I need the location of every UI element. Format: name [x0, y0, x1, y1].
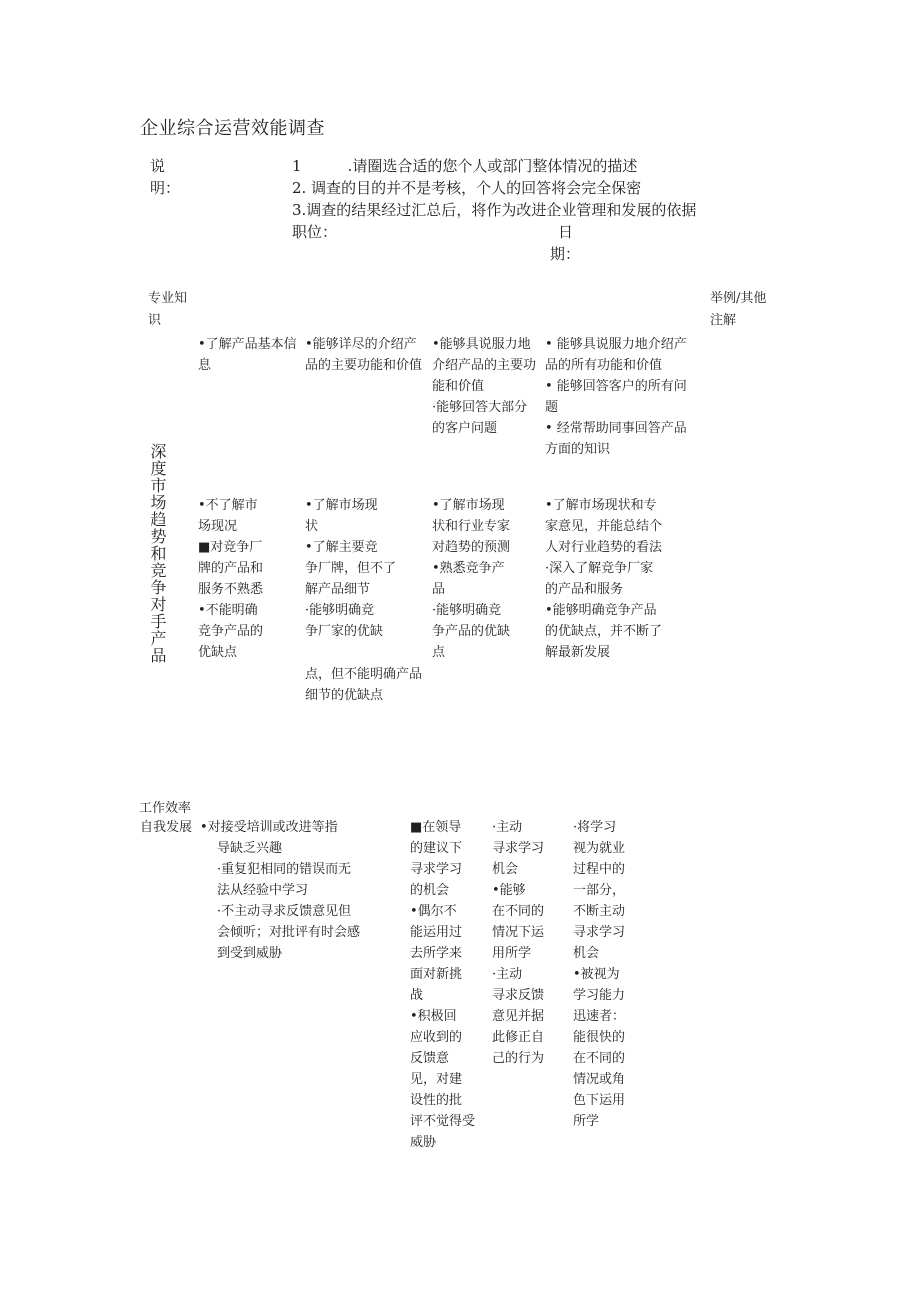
- text-line: 介绍产品的主要功: [432, 358, 537, 373]
- text-line: 寻求学习: [410, 862, 463, 877]
- text-line: 品的所有功能和价值: [545, 358, 663, 373]
- header-line: 注解: [710, 313, 737, 328]
- text-line: ■对竞争厂: [198, 540, 263, 555]
- text-line: • 能够回答客户的所有问: [545, 379, 687, 394]
- text-line: 设性的批: [410, 1093, 463, 1108]
- text-line: 用所学: [492, 946, 532, 961]
- text-line: ·主动: [492, 820, 523, 835]
- text-line: 法从经验中学习: [217, 883, 309, 898]
- text-line: 对趋势的预测: [432, 540, 511, 555]
- text-line: 的优缺点，并不断了: [545, 624, 663, 639]
- instruction-text: .请圈选合适的您个人或部门整体情况的描述: [347, 157, 638, 175]
- market-side-label: 深度市场趋势和竞争对手产品: [148, 443, 167, 664]
- text-line: 威胁: [410, 1135, 437, 1150]
- text-line: 在不同的: [573, 1051, 626, 1066]
- text-line: •了解市场现: [305, 498, 378, 513]
- date-label: [550, 221, 580, 265]
- text-line: 场现况: [198, 519, 238, 534]
- text-line: 视为就业: [573, 841, 626, 856]
- text-line: 不断主动: [573, 904, 626, 919]
- notes-header: [710, 288, 766, 332]
- text-line: ·主动: [492, 967, 523, 982]
- header-line: 专业知: [148, 291, 188, 306]
- text-line: 寻求学习: [492, 841, 545, 856]
- instruction-number: 1: [292, 157, 302, 175]
- text-line: •被视为: [573, 967, 620, 982]
- page-title: 企业综合运营效能调查: [140, 118, 325, 139]
- text-line: •不了解市: [198, 498, 258, 513]
- text-line: 能和价值: [432, 379, 485, 394]
- text-line: •熟悉竞争产: [432, 561, 505, 576]
- text-line: 机会: [573, 946, 600, 961]
- text-line: •了解市场现: [432, 498, 505, 513]
- date-label-line: 期：: [550, 245, 581, 263]
- instruction-line-1: [292, 155, 696, 177]
- text-line: 品的主要功能和价值: [305, 358, 423, 373]
- product-knowledge-level-1: [198, 334, 297, 376]
- intro-instructions: [292, 155, 696, 243]
- market-level-2-continued: [305, 664, 422, 706]
- self-development-level-2: [410, 817, 475, 1153]
- text-line: ·重复犯相同的错误而无: [217, 862, 352, 877]
- text-line: ·将学习: [573, 820, 617, 835]
- text-line: 一部分，: [573, 883, 626, 898]
- text-line: 解最新发展: [545, 645, 611, 660]
- text-line: ·能够明确竞: [432, 603, 502, 618]
- instruction-line-3: 3.调查的结果经过汇总后，将作为改进企业管理和发展的依据: [292, 201, 697, 219]
- text-line: 品: [432, 582, 446, 597]
- text-line: 的建议下: [410, 841, 463, 856]
- text-line: •不能明确: [198, 603, 258, 618]
- market-level-3: [432, 495, 510, 663]
- text-line: 牌的产品和: [198, 561, 264, 576]
- text-line: 方面的知识: [545, 442, 611, 457]
- text-line: 的产品和服务: [545, 582, 624, 597]
- instruction-line-2: 2. 调查的目的并不是考核，个人的回答将会完全保密: [292, 179, 642, 197]
- text-line: 面对新挑: [410, 967, 463, 982]
- intro-label-line: 说: [150, 157, 166, 175]
- text-line: 状和行业专家: [432, 519, 511, 534]
- text-line: 此修正自: [492, 1030, 545, 1045]
- text-line: 见，对建: [410, 1072, 463, 1087]
- text-line: 细节的优缺点: [305, 688, 384, 703]
- text-line: 寻求反馈: [492, 988, 545, 1003]
- text-line: • 经常帮助同事回答产品: [545, 421, 687, 436]
- text-line: 寻求学习: [573, 925, 626, 940]
- text-line: 过程中的: [573, 862, 626, 877]
- text-line: •了解主要竞: [305, 540, 378, 555]
- product-knowledge-level-2: [305, 334, 422, 376]
- self-development-level-3: [492, 817, 544, 1069]
- header-line: 举例/其他: [710, 291, 767, 306]
- text-line: •能够: [492, 883, 526, 898]
- intro-label-line: 明：: [150, 179, 181, 197]
- product-knowledge-level-3: [432, 334, 536, 439]
- text-line: •能够详尽的介绍产: [305, 337, 417, 352]
- text-line: 去所学来: [410, 946, 463, 961]
- text-line: 意见并据: [492, 1009, 545, 1024]
- text-line: 争厂牌，但不了: [305, 561, 397, 576]
- self-development-level-4: [573, 817, 625, 1132]
- text-line: 争产品的优缺: [432, 624, 511, 639]
- text-line: 所学: [573, 1114, 600, 1129]
- text-line: •能够具说服力地: [432, 337, 531, 352]
- knowledge-header: [148, 288, 187, 332]
- text-line: 战: [410, 988, 424, 1003]
- text-line: 应收到的: [410, 1030, 463, 1045]
- text-line: 状: [305, 519, 319, 534]
- text-line: 优缺点: [198, 645, 238, 660]
- market-level-2: [305, 495, 396, 642]
- position-label: 职位：: [292, 223, 338, 241]
- text-line: ·不主动寻求反馈意见但: [217, 904, 352, 919]
- text-line: ·能够回答大部分: [432, 400, 528, 415]
- text-line: 到受到威胁: [217, 946, 283, 961]
- text-line: 服务不熟悉: [198, 582, 264, 597]
- text-line: 机会: [492, 862, 519, 877]
- text-line: 己的行为: [492, 1051, 545, 1066]
- product-knowledge-level-4: [545, 334, 687, 460]
- text-line: ■在领导: [410, 820, 462, 835]
- text-line: 在不同的: [492, 904, 545, 919]
- text-line: 息: [198, 358, 212, 373]
- text-line: 的机会: [410, 883, 450, 898]
- text-line: • 能够具说服力地介绍产: [545, 337, 687, 352]
- text-line: •对接受培训或改进等指: [200, 820, 338, 835]
- self-development-label: 自我发展: [140, 820, 193, 835]
- market-level-1: [198, 495, 263, 663]
- text-line: 点: [432, 645, 446, 660]
- text-line: •偶尔不: [410, 904, 457, 919]
- text-line: 争厂家的优缺: [305, 624, 384, 639]
- text-line: ·深入了解竞争厂家: [545, 561, 654, 576]
- text-line: ·能够明确竞: [305, 603, 375, 618]
- text-line: 点，但不能明确产品: [305, 667, 423, 682]
- text-line: 反馈意: [410, 1051, 450, 1066]
- text-line: 题: [545, 400, 559, 415]
- text-line: 能很快的: [573, 1030, 626, 1045]
- date-label-line: 日: [558, 223, 574, 241]
- text-line: 色下运用: [573, 1093, 626, 1108]
- text-line: 的客户问题: [432, 421, 498, 436]
- text-line: 家意见，并能总结个: [545, 519, 663, 534]
- self-development-level-1: [200, 817, 360, 964]
- text-line: •了解产品基本信: [198, 337, 297, 352]
- text-line: •积极回: [410, 1009, 457, 1024]
- text-line: 导缺乏兴趣: [217, 841, 283, 856]
- market-level-4: [545, 495, 662, 663]
- text-line: 迅速者：: [573, 1009, 626, 1024]
- text-line: 解产品细节: [305, 582, 371, 597]
- text-line: 评不觉得受: [410, 1114, 476, 1129]
- header-line: 识: [148, 313, 162, 328]
- text-line: 竞争产品的: [198, 624, 264, 639]
- text-line: 人对行业趋势的看法: [545, 540, 663, 555]
- text-line: 情况下运: [492, 925, 545, 940]
- text-line: 学习能力: [573, 988, 626, 1003]
- text-line: 能运用过: [410, 925, 463, 940]
- text-line: 会倾听；对批评有时会感: [217, 925, 361, 940]
- intro-label: [150, 155, 180, 199]
- work-efficiency-heading: 工作效率: [139, 801, 192, 816]
- text-line: 情况或角: [573, 1072, 626, 1087]
- text-line: •能够明确竞争产品: [545, 603, 657, 618]
- text-line: •了解市场现状和专: [545, 498, 657, 513]
